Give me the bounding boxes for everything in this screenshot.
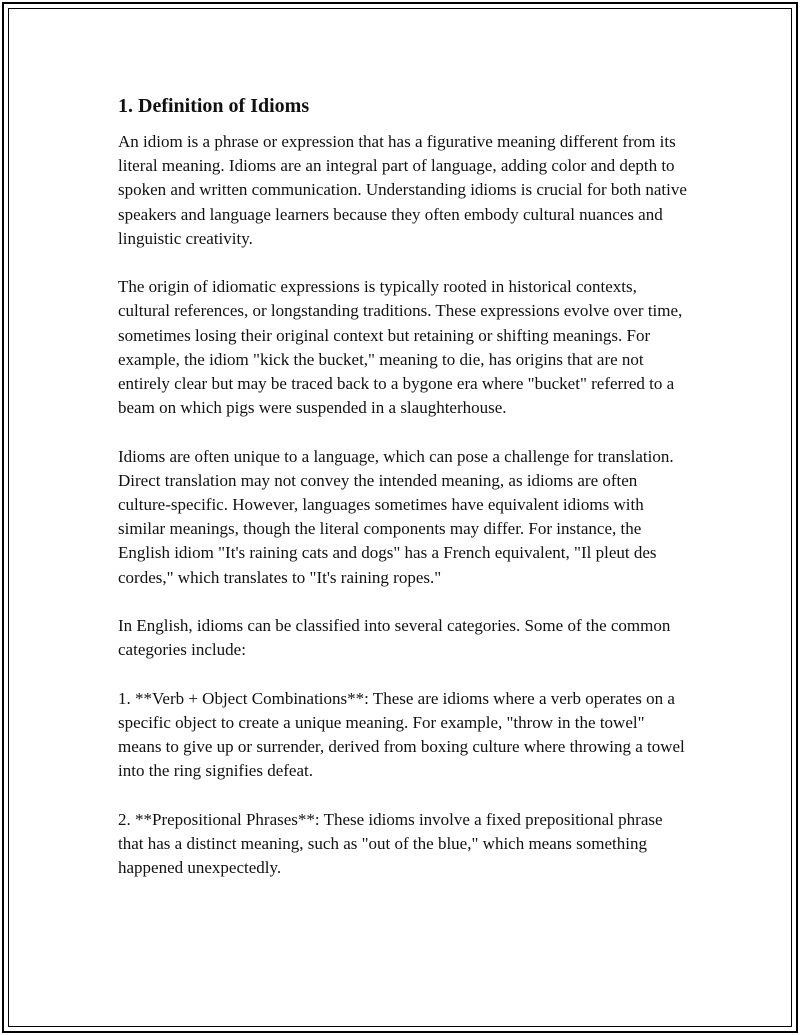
paragraph-category-prepositional: 2. **Prepositional Phrases**: These idioms involve a fixed prepositional phrase that has a distinct meaning, such as "out of the blue," which means something happened unexpectedly. xyxy=(118,809,663,878)
paragraph-origin: The origin of idiomatic expressions is typically rooted in historical contexts, cultural references, or longstanding traditions. These expressions evolve over time, sometimes losing their original context but retaining or shifting meanings. For example, the idiom "kick the bucket," meaning to die, has origins that are not entirely clear but may be traced back to a bygone era where "bucket" referred to a beam on which pigs were suspended in a slaughterhouse. xyxy=(118,277,683,418)
document-body xyxy=(118,92,688,880)
paragraph-categories-intro: In English, idioms can be classified into several categories. Some of the common categories include: xyxy=(118,616,671,660)
paragraph-definition: An idiom is a phrase or expression that has a figurative meaning different from its literal meaning. Idioms are an integral part of language, adding color and depth to spoken and written communication. Understanding idioms is crucial for both native speakers and language learners because they often embody cultural nuances and linguistic creativity. xyxy=(118,132,687,248)
paragraph-category-verb-object: 1. **Verb + Object Combinations**: These are idioms where a verb operates on a specific object to create a unique meaning. For example, "throw in the towel" means to give up or surrender, derived from boxing culture where throwing a towel into the ring signifies defeat. xyxy=(118,688,685,781)
paragraph-translation: Idioms are often unique to a language, which can pose a challenge for translation. Direct translation may not convey the intended meaning, as idioms are often culture-specific. However, languages sometimes have equivalent idioms with similar meanings, though the literal components may differ. For instance, the English idiom "It's raining cats and dogs" has a French equivalent, "Il pleut des cordes," which translates to "It's raining ropes." xyxy=(118,446,674,587)
section-heading: 1. Definition of Idioms xyxy=(118,95,310,117)
